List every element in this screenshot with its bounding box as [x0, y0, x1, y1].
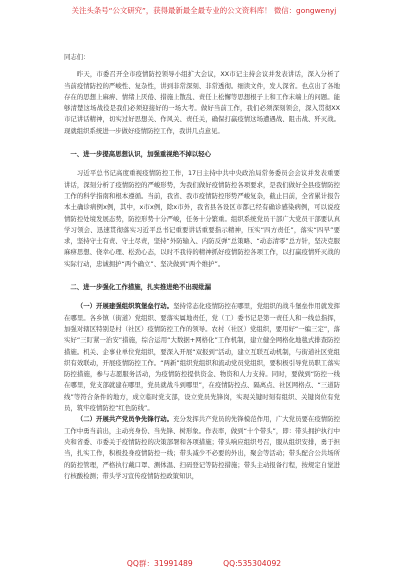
section1-paragraph: 习近平总书记高度重视疫情防控工作，17日主持中共中央政治局常务委员会会议并发表重要讲话，深刻分析了疫情防控的严峻形势，为我们做好疫情防控各项要求，是我们做好全县疫情防控工作的科学指南和根本遵循。当前，我省、我市疫情防控形势严峻复杂，截止目前，全省累计报告本土确诊病例x例，其中，x市x例，除x市外，我省县各设区市都已经有确诊感染病例，可以说疫情防控处境发展态势，防控形势十分严峻，任务十分繁重。组织系统党员干部广大党员干部要认真学习领会、迅速贯彻落实习近平总书记重要讲话重要指示精神，压实“四方责任”，落实“四早”要求，坚持守土有责、守土尽责，坚持“外防输入、内防反弹”总策略、“动态清零”总方针，坚决克服麻痹思想、侥幸心理、松劲心态，以时不我待的精神抓好疫情防控各项工作，以打赢疫情歼灭战的实际行动，忠诚拥护“两个确立”、坚决做到“两个维护”。: [64, 169, 340, 268]
section2-item-1: [64, 301, 340, 414]
header-banner: 关注头条号“公文研究”，获得最新最全最专业的公文资料库！ 微信：gongwenyj: [71, 6, 337, 15]
footer-qq: QQ:535304092: [223, 559, 282, 568]
section2-item-1-text: 坚持常态化疫情防控在哪里，党组织的战斗堡垒作用就发挥在哪里。各乡镇（街道）党组织、要落实属地责任，党（工）委书记是第一责任人和一线总指挥，加强对辖区特别是村（社区）疫情防控工作的领导。农村（社区）党组织，要用好“一编三定”，落实好“三盯紧一治安”措施，综合运用“大数据+网格化”工作机制，建立健全网格化地毯式排查防控措施。机关、企事业单位党组织，要深入开展“双报到”活动，建立互联互动机制，与街道社区党组织有效联动，开展疫情防控工作。“两新”组织党组织和流动党员党组织，要积极引导党员职工落实防控措施，参与志愿服务活动，为疫情防控提供资金、物资和人力支持。同时，要做到“防控一线在哪里，党支部就建在哪里，党员就战斗到哪里”，在疫情防控点、隔离点、社区网格点、“三道防线”等符合条件的地方，成立临时党支部，设立党员先锋岗，实现关键时刻有组织、关键岗位有党员，筑牢疫情防控“红色防线”。: [64, 302, 341, 413]
section2-item-2: [64, 414, 340, 482]
footer-qq-group: QQ群：31991489: [126, 559, 193, 568]
section2-item-1-lead: （一）开展建强组织筑堡垒行动。: [76, 302, 174, 311]
section2-heading: 二、进一步强化工作措施，扎实推进绝不出现纰漏: [70, 283, 211, 292]
intro-paragraph: 昨天，市委召开全市疫情防控领导小组扩大会议，XX市记主持会议并发表讲话，深入分析了当前疫情防控的严峻性、复杂性，讲到非常深刻、非常透彻。细读文件，发人深省。也点出了各地存在的思想上麻痹、情绪上厌倦、措施上散乱、责任上松懈等思想根子上和工作末端上的问题。能够清楚这场战役是我们必须迎接好的一场大考。做好当前工作，我们必须深刻领会，深入贯彻XX市记讲话精神，切实过好思想关、作风关、责任关，确保打赢疫情这场遭遇战、阻击战、歼灭战。现就组织系统进一步做好疫情防控工作，我讲几点意见。: [64, 70, 340, 135]
salutation: 同志们：: [64, 53, 90, 61]
section2-item-2-text: 充分发挥共产党员的先锋模范作用，广大党员要在疫情防控工作中勇当前出，主动亮身份、当先锋、树形象。作表率，做到“十个带头”，即：带头拥护执行中央和省委、市委关于疫情防控的决策部署和各项措施；带头响应组织号召，服从组织安排，勇于担当，扎实工作，积极投身疫情防控一线；带头减少不必要的外出，聚会等活动；带头配合公共场所的防控管理，严格执行戴口罩、测体温、扫码登记等防控措施；带头主动报备行程，按规定自觉进行核酸检测；带头学习宣传疫情防控政策知识，: [64, 415, 341, 480]
section2-item-2-lead: （二）开展共产党员争先锋行动。: [76, 415, 174, 424]
footer-contact: [0, 558, 408, 569]
section1-heading: 一、进一步提高思想认识，加强重视绝不掉以轻心: [70, 150, 211, 159]
document-body: [64, 52, 340, 482]
